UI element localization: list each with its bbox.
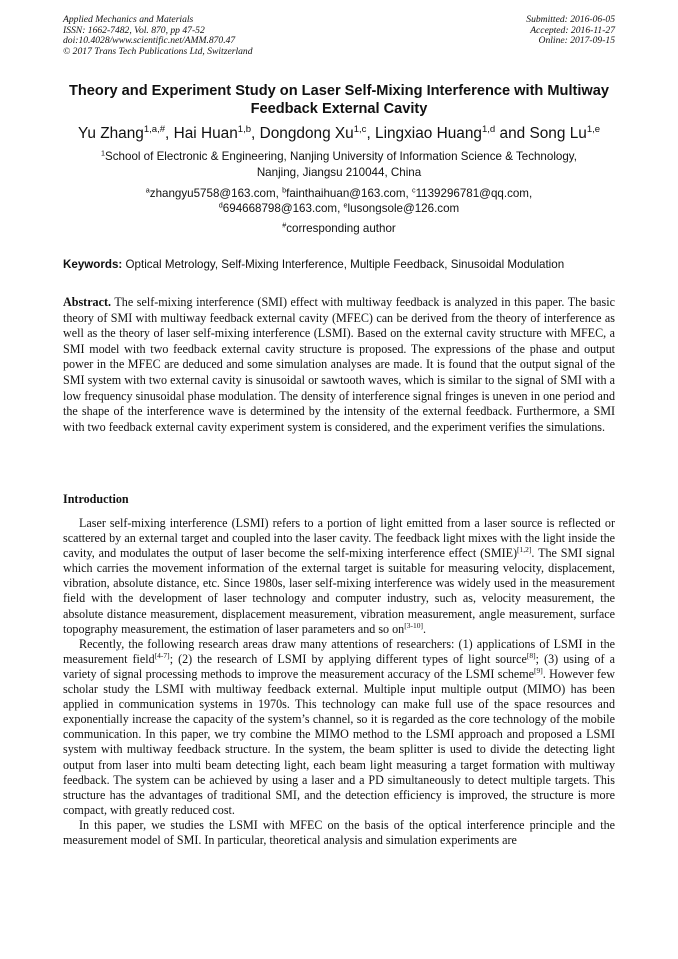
email-marker: d xyxy=(218,200,223,210)
paragraph-text: . However few scholar study the LSMI with multiway feedback external. Multiple input multiple output (MIMO) has been applied in communication systems in 1970s. This technology can make full use of the space resources and exponentially increase the capacity of the system’s channel, so it is regarded as the core technology of the mobile communication. In this paper, we try combine the MIMO method to the LSMI approach and proposed a LSMI system with multiway feedback structure. In the system, the beam splitter is used to divide the detecting light output from laser into multi beam detecting light, each beam light measuring a target formation with multiway feedback. The system can be achieved by using a laser and a PD simultaneously to detect multiple targets. This structure has the advantages of traditional SMI, and the detection efficiency is improved, the structure is more compact, with greatly reduced cost. xyxy=(63,666,615,817)
publication-info xyxy=(63,15,253,57)
author-name: Yu Zhang xyxy=(77,125,144,142)
copyright: © 2017 Trans Tech Publications Ltd, Switzerland xyxy=(63,45,253,57)
affiliation xyxy=(60,149,618,181)
email-address: 1139296781@qq.com xyxy=(415,187,529,200)
citation: [1,2] xyxy=(517,545,532,555)
body-paragraph xyxy=(63,818,615,848)
keywords-label: Keywords: xyxy=(63,258,123,271)
author-affiliation-marker: 1,c xyxy=(353,123,367,135)
paragraph-text: In this paper, we studies the LSMI with MFEC on the basis of the optical interference principle and the measurement model of SMI. In particular, theoretical analysis and simulation experiments are xyxy=(63,817,615,847)
author-separator: and xyxy=(495,125,530,142)
email-address: fainthaihuan@163.com xyxy=(286,187,406,200)
abstract xyxy=(63,295,615,435)
email-separator: , xyxy=(337,202,344,215)
paragraph-text: Recently, the following research areas draw many attentions of researchers: (1) applications of LSMI in the measurement field xyxy=(63,636,615,666)
abstract-text: The self-mixing interference (SMI) effect with multiway feedback is analyzed in this paper. The basic theory of SMI with multiway feedback external cavity (MFEC) can be derived from the theory of interference as well as the theory of laser self-mixing interference (LSMI). Based on the external cavity structure with MFEC, a SMI model with two feedback external cavity structure is proposed. The expressions of the phase and output power in the MFEC are deduced and some simulation analyses are made. It is found that the output signal of the SMI system with two external cavity is sinusoidal or sawtooth waves, which is similar to the signal of SMI with a low frequency sinusoidal phase modulation. The density of interference signal fringes is uneven in one period and the shape of the interference wave is determined by the intensity of the external feedback. Furthermore, a SMI with two feedback external cavity experiment system is considered, and the experiment verifies the simulations. xyxy=(63,295,615,434)
corresponding-text: corresponding author xyxy=(286,222,396,235)
affiliation-line-1: School of Electronic & Engineering, Nanjing University of Information Science & Technology, xyxy=(105,150,577,163)
citation: [3-10] xyxy=(404,620,423,630)
journal-name: Applied Mechanics and Materials xyxy=(63,14,194,25)
email-address: zhangyu5758@163.com xyxy=(149,187,276,200)
paragraph-text: . xyxy=(422,621,426,636)
section-heading-introduction: Introduction xyxy=(63,492,129,506)
email-marker: e xyxy=(343,200,348,210)
introduction-body xyxy=(63,516,615,848)
body-paragraph xyxy=(63,516,615,637)
affiliation-marker: 1 xyxy=(101,148,106,158)
paragraph-text: . The SMI signal which carries the movement information of the external target is suitable for measuring velocity, displacement, vibration, absolute distance, etc. Since 1980s, laser self-mixing interference was widely used in the measurement field with the development of laser technology and computer industry, such as, velocity measurement, the absolute distance measurement, displacement measurement, vibration measurement, angle measurement, surface topography measurement, the estimation of laser parameters and so on xyxy=(63,546,615,636)
email-marker: a xyxy=(145,185,150,195)
corresponding-note xyxy=(60,221,618,236)
email-separator: , xyxy=(528,187,533,200)
author-affiliation-marker: 1,b xyxy=(237,123,252,135)
paragraph-text: Laser self-mixing interference (LSMI) refers to a portion of light emitted from a laser source is reflected or scattered by an external target and coupled into the laser cavity. The feedback light mixes with the light inside the cavity, and modulates the output of laser become the self-mixing interference effect (SMIE) xyxy=(63,516,615,561)
publication-dates xyxy=(526,15,615,47)
author-separator: , xyxy=(366,125,376,142)
issn-volume: ISSN: 1662-7482, Vol. 870, pp 47-52 xyxy=(63,24,205,36)
author-name: Song Lu xyxy=(529,125,587,142)
author-name: Hai Huan xyxy=(173,125,238,142)
author-name: Dongdong Xu xyxy=(259,125,354,142)
email-marker: c xyxy=(411,185,416,195)
email-separator: , xyxy=(405,187,412,200)
citation: [9] xyxy=(534,666,543,676)
email-address: 694668798@163.com xyxy=(222,202,338,215)
online-date: Online: 2017-09-15 xyxy=(538,35,615,47)
email-list xyxy=(60,186,618,216)
doi: doi:10.4028/www.scientific.net/AMM.870.47 xyxy=(63,35,236,47)
citation: [4-7] xyxy=(154,650,170,660)
author-affiliation-marker: 1,e xyxy=(586,123,601,135)
author-affiliation-marker: 1,d xyxy=(481,123,496,135)
email-marker: b xyxy=(282,185,287,195)
email-address: lusongsole@126.com xyxy=(347,202,460,215)
abstract-label: Abstract. xyxy=(63,295,112,309)
author-name: Lingxiao Huang xyxy=(375,125,482,142)
accepted-date: Accepted: 2016-11-27 xyxy=(530,24,615,36)
author-separator: , xyxy=(251,125,260,142)
author-affiliation-marker: 1,a,# xyxy=(143,123,166,135)
corresponding-marker: # xyxy=(282,220,287,230)
paper-title: Theory and Experiment Study on Laser Self-Mixing Interference with Multiway Feedback External Cavity xyxy=(68,83,610,117)
author-list xyxy=(30,124,648,143)
author-separator: , xyxy=(165,125,174,142)
citation: [8] xyxy=(526,650,536,660)
paragraph-text: ; (3) using of a variety of signal processing methods to improve the measurement accuracy of the LSMI scheme xyxy=(63,651,615,681)
keywords-text: Optical Metrology, Self-Mixing Interference, Multiple Feedback, Sinusoidal Modulation xyxy=(125,258,565,271)
email-separator: , xyxy=(275,187,283,200)
paragraph-text: ; (2) the research of LSMI by applying different types of light source xyxy=(169,651,527,666)
submitted-date: Submitted: 2016-06-05 xyxy=(526,14,615,25)
body-paragraph xyxy=(63,637,615,818)
affiliation-line-2: Nanjing, Jiangsu 210044, China xyxy=(256,166,422,179)
keywords xyxy=(63,257,615,273)
